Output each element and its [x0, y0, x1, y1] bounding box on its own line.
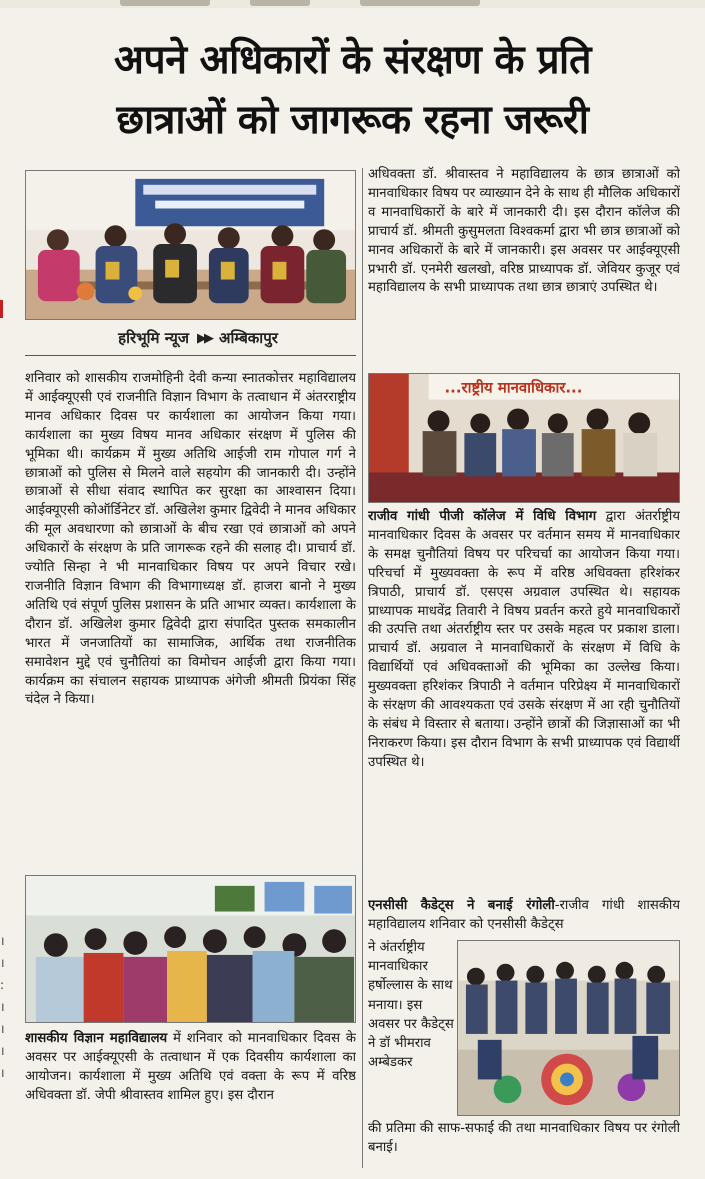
main-story-text [25, 370, 356, 868]
byline [40, 323, 356, 353]
photo-law-department-panel [368, 373, 680, 503]
law-department-lead: राजीव गांधी पीजी कॉलेज में विधि विभाग [368, 509, 597, 524]
headline-line-1: अपने अधिकारों के संरक्षण के प्रति [113, 37, 592, 83]
strip-mark [360, 0, 480, 6]
byline-rule [25, 355, 356, 356]
ncc-story-intro [368, 897, 680, 937]
publication-name: हरिभूमि न्यूज [118, 329, 189, 347]
science-college-continued-body: अधिवक्ता डॉ. श्रीवास्तव ने महाविद्यालय के छात्र छात्राओं को मानवाधिकार विषय पर व्याख्यान देने के साथ ही मौलिक अधिकारों व मानवाधिकारों के बारे में जानकारी दी। इस दौरान कॉलेज की प्राचार्य डॉ. श्रीमती कुसुमलता विश्वकर्मा द्वारा भी छात्र छात्राओं को मानव अधिकारों के बारे में जानकारी। इस अवसर पर आईक्यूएसी प्रभारी डॉ. एनमेरी खलखो, वरिष्ठ प्राध्यापक डॉ. जेवियर कुजूर एवं महाविद्यालय के सभी प्राध्यापक तथा छात्र छात्राएं उपस्थित थे। [368, 167, 680, 296]
column-divider [362, 168, 363, 1168]
dateline-place: अम्बिकापुर [219, 329, 278, 347]
law-department-body: द्वारा अंतर्राष्ट्रीय मानवाधिकार दिवस के अवसर पर वर्तमान समय में मानवाधिकार के समक्ष चुनौतियां विषय पर परिचर्चा का आयोजन किया गया। परिचर्चा में मुख्यवक्ता के रूप में वरिष्ठ अधिवक्ता हरिशंकर त्रिपाठी, प्राचार्य डॉ. एसएस अग्रवाल उपस्थित थे। सहायक प्राध्यापक माधवेंद्र तिवारी ने विषय प्रवर्तन करते हुये मानवाधिकारों की उत्पत्ति तथा अंतर्राष्ट्रीय स्तर पर उसके महत्व पर प्रकाश डाला। प्राचार्य डॉ. अग्रवाल ने मानवाधिकारों के संरक्षण में विधि के विद्यार्थियों एवं अधिवक्ताओं की भूमिका का उल्लेख किया। मुख्यवक्ता हरिशंकर त्रिपाठी ने वर्तमान परिप्रेक्ष्य में मानवाधिकारों के संरक्षण की आवश्यकता एवं उसके संरक्षण में आ रही चुनौतियों के संबंध मे विस्तार से बताया। उन्होंने छात्रों की जिज्ञासाओं का भी निराकरण किया। इस दौरान विभाग के सभी प्राध्यापक एवं विद्यार्थी उपस्थित थे। [368, 509, 680, 770]
ncc-tail-body: की प्रतिमा की साफ-सफाई की तथा मानवाधिकार विषय पर रंगोली बनाई। [368, 1121, 680, 1155]
adjacent-column-fragment: । । : । । । । [0, 934, 5, 1080]
edge-red-mark [0, 300, 3, 318]
photo-science-college-audience [25, 875, 356, 1023]
main-story-body: शनिवार को शासकीय राजमोहिनी देवी कन्या स्नातकोत्तर महाविद्यालय में आईक्यूएसी एवं राजनीति विज्ञान विभाग के तत्वाधान में अंतरराष्ट्रीय मानव अधिकार दिवस पर कार्यशाला का आयोजन किया गया। कार्यशाला का मुख्य विषय मानव अधिकार संरक्षण में पुलिस की भूमिका थी। कार्यक्रम में मुख्य अतिथि आईजी राम गोपाल गर्ग ने छात्राओं को पुलिस से मिलने वाले सहयोग की जानकारी दी। उन्होंने छात्राओं से सीधा संवाद स्थापित कर सुरक्षा का आश्वासन दिया। आईक्यूएसी कोऑर्डिनेटर डॉ. अखिलेश कुमार द्विवेदी ने मानव अधिकार की मूल अवधारणा को छात्राओं के बीच रखा एवं छात्राओं को अपने अधिकारों के संरक्षण के प्रति जागरूक रहने की सलाह दी। प्राचार्य डॉ. ज्योति सिन्हा ने भी मानवाधिकार विषय पर अपने विचार रखे। राजनीति विज्ञान विभाग की विभागाध्यक्ष डॉ. हाजरा बानो ने मुख्य अतिथि एवं संपूर्ण पुलिस प्रशासन के प्रति आभार व्यक्त। कार्यशाला के दौरान डॉ. अखिलेश कुमार द्विवेदी द्वारा संपादित पुस्तक समकालीन भारत में जनजातियों का सामाजिक, आर्थिक तथा राजनीतिक समावेशन मुद्दे एवं चुनौतियां का विमोचन आईजी द्वारा किया गया। कार्यक्रम का संचालन सहायक प्राध्यापक अंगेजी श्रीमती प्रियंका सिंह चंदेल ने किया। [25, 371, 356, 708]
ncc-intro-body: -राजीव गांधी शासकीय महाविद्यालय शनिवार को एनसीसी कैडेट्स [368, 898, 680, 932]
science-college-story [25, 1030, 356, 1170]
ncc-lead: एनसीसी कैडेट्स ने बनाई रंगोली [368, 898, 555, 913]
law-department-story [368, 508, 680, 894]
strip-mark [120, 0, 210, 6]
page-top-strip [0, 0, 705, 8]
ncc-story-tail [368, 1120, 680, 1170]
science-college-body: में शनिवार को मानवाधिकार दिवस के अवसर पर आईक्यूएसी के तत्वाधान में एक दिवसीय कार्यशाला का आयोजन। कार्यशाला में मुख्य अतिथि एवं वक्ता के रूप में वरिष्ठ अधिवक्ता डॉ. जेपी श्रीवास्तव शामिल हुए। इस दौरान [25, 1031, 356, 1103]
photo-book-release [25, 170, 356, 320]
banner-text: ...राष्ट्रीय मानवाधिकार... [444, 379, 583, 397]
strip-mark [250, 0, 310, 6]
ncc-story-narrow [368, 938, 454, 1118]
science-college-continued [368, 166, 680, 362]
science-college-lead: शासकीय विज्ञान महाविद्यालय [25, 1031, 168, 1046]
ncc-narrow-body: ने अंतर्राष्ट्रीय मानवाधिकार हर्षोल्लास के साथ मनाया। इस अवसर पर कैडेट्स ने डॉ भीमराव अम्बेडकर [368, 940, 454, 1071]
photo-ncc-cadets-rangoli [457, 940, 680, 1116]
headline-line-2: छात्राओं को जागरूक रहना जरूरी [116, 97, 589, 143]
headline [27, 30, 679, 150]
fast-forward-icon: ▶▶ [197, 330, 211, 346]
